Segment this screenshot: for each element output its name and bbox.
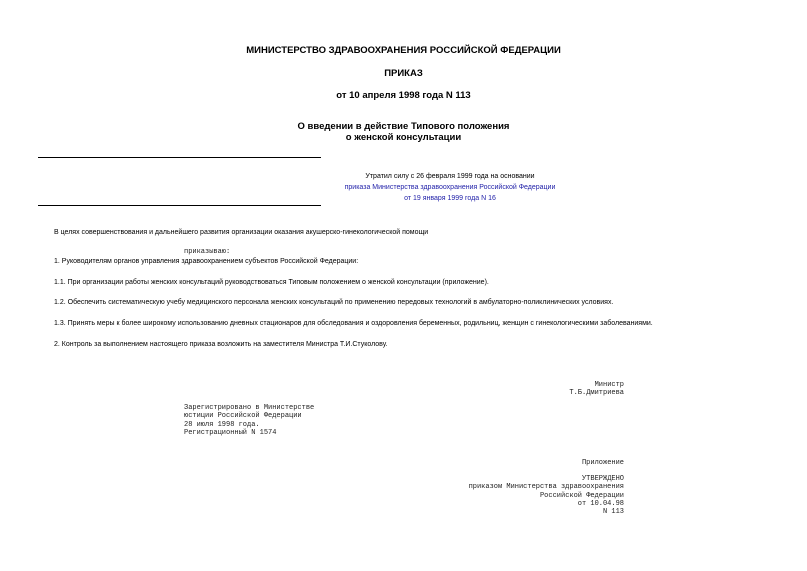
repeal-order-link[interactable]: приказа Министерства здравоохранения Российской Федерации — [344, 184, 556, 191]
intro-paragraph: В целях совершенствования и дальнейшего развития организации оказания акушерско-гинекологической помощи — [54, 229, 429, 236]
registration-block — [184, 404, 314, 437]
title-line-2: о женской консультации — [345, 132, 462, 143]
divider-top — [38, 157, 321, 158]
registration-line-3: 28 июля 1998 года. — [184, 420, 260, 429]
paragraph-1-3: 1.3. Принять меры к более широкому использованию дневных стационаров для обследования и оздоровления беременных, родильниц, женщин с гинекологическими заболеваниями. — [54, 320, 653, 327]
paragraph-1: 1. Руководителям органов управления здравоохранением субъектов Российской Федерации: — [54, 258, 359, 265]
signature-name: Т.Б.Дмитриева — [569, 389, 624, 398]
approval-line-1: приказом Министерства здравоохранения — [468, 483, 624, 492]
approval-line-4: N 113 — [602, 508, 624, 517]
status-note-text: Утратил силу с 26 февраля 1999 года на основании — [365, 173, 535, 180]
title-line-1: О введении в действие Типового положения — [297, 121, 510, 132]
registration-line-2: юстиции Российской Федерации — [184, 412, 302, 421]
signature-block — [569, 381, 624, 398]
registration-line-1: Зарегистрировано в Министерстве — [184, 404, 315, 412]
date-number-heading: от 10 апреля 1998 года N 113 — [336, 90, 471, 101]
approval-line-2: Российской Федерации — [539, 491, 624, 500]
paragraph-1-1: 1.1. При организации работы женских консультаций руководствоваться Типовым положением о женской консультации (приложение). — [54, 279, 489, 286]
paragraph-2: 2. Контроль за выполнением настоящего приказа возложить на заместителя Министра Т.И.Стуколову. — [54, 341, 388, 348]
status-note — [200, 171, 700, 204]
approval-line-3: от 10.04.98 — [577, 499, 624, 508]
registration-line-4: Регистрационный N 1574 — [184, 428, 277, 437]
signature-position: Министр — [594, 381, 624, 389]
order-word: приказываю: — [184, 248, 231, 256]
approval-block — [469, 475, 624, 516]
appendix-label: Приложение — [581, 459, 624, 467]
approval-heading: УТВЕРЖДЕНО — [581, 475, 624, 483]
paragraph-1-2: 1.2. Обеспечить систематическую учебу медицинского персонала женских консультаций по применению передовых технологий в амбулаторно-поликлинических условиях. — [54, 299, 614, 306]
ministry-heading: МИНИСТЕРСТВО ЗДРАВООХРАНЕНИЯ РОССИЙСКОЙ ФЕДЕРАЦИИ — [246, 45, 561, 56]
doc-type-heading: ПРИКАЗ — [384, 68, 423, 79]
divider-bottom — [38, 205, 321, 206]
repeal-order-date-link[interactable]: от 19 января 1999 года N 16 — [404, 195, 496, 202]
